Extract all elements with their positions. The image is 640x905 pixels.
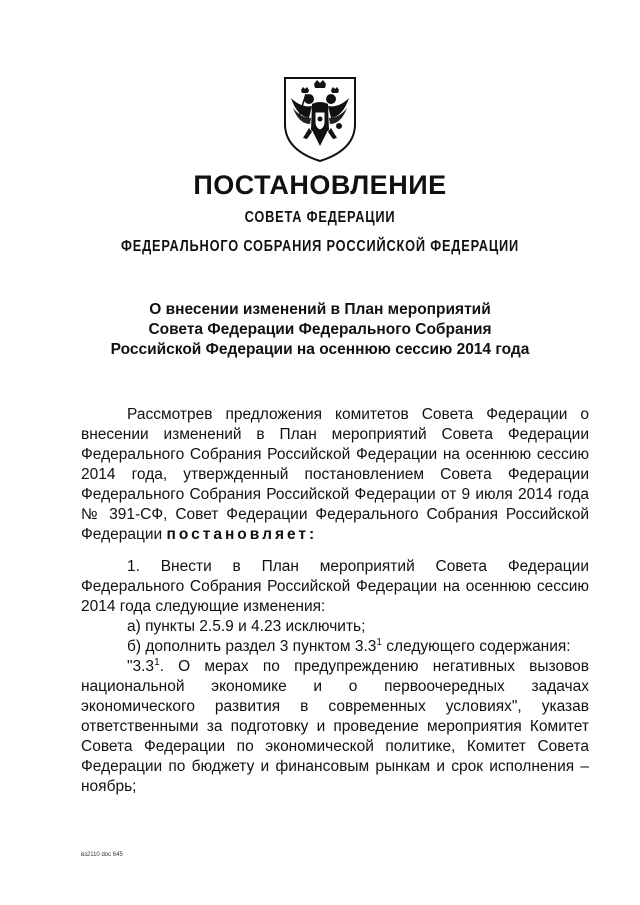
subject-line-3: Российской Федерации на осеннюю сессию 2014 года (110, 341, 530, 358)
item-1-quote: "$3.3^1$. О мерах по предупреждению негативных вызовов национальной экономике и о первоочередных задачах экономического развития в современных условиях", указав ответственными за подготовку и проведение мероприятия Комитет Совета Федерации по экономической политике, Комитет Совета Федерации по бюджету и финансовым рынкам и срок исполнения – ноябрь; (81, 656, 589, 795)
resolves-word: постановляет: (166, 526, 318, 543)
item-1-section (81, 557, 589, 797)
item-1-intro: 1. Внести в План мероприятий Совета Федерации Федерального Собрания Российской Федерации на осеннюю сессию 2014 года следующие изменения: (81, 558, 589, 615)
subject-line-1: О внесении изменений в План мероприятий (149, 301, 491, 318)
preamble-text: Рассмотрев предложения комитетов Совета Федерации о внесении изменений в План мероприятий Совета Федерации Федерального Собрания Российской Федерации на осеннюю сессию 2014 года, утвержденный постановлением Совета Федерации Федерального Собрания Российской Федерации от 9 июля 2014 года № 391-СФ, Совет Федерации Федерального Собрания Российской Федерации (81, 406, 589, 543)
issuing-body-line1: СОВЕТА ФЕДЕРАЦИИ (244, 209, 396, 226)
preamble-paragraph (81, 405, 589, 545)
coat-of-arms-icon (279, 72, 361, 164)
document-subject (0, 300, 640, 360)
document-reference: вз2110 doc 645 (81, 852, 123, 858)
subject-line-2: Совета Федерации Федерального Собрания (148, 321, 492, 338)
item-1-b: б) дополнить раздел 3 пунктом $3.3^1$ следующего содержания: (127, 636, 571, 655)
issuing-body-line2: ФЕДЕРАЛЬНОГО СОБРАНИЯ РОССИЙСКОЙ ФЕДЕРАЦИИ (121, 238, 519, 255)
document-title: ПОСТАНОВЛЕНИЕ (193, 170, 447, 200)
item-1-a: а) пункты 2.5.9 и 4.23 исключить; (127, 618, 366, 635)
state-emblem (279, 72, 361, 164)
